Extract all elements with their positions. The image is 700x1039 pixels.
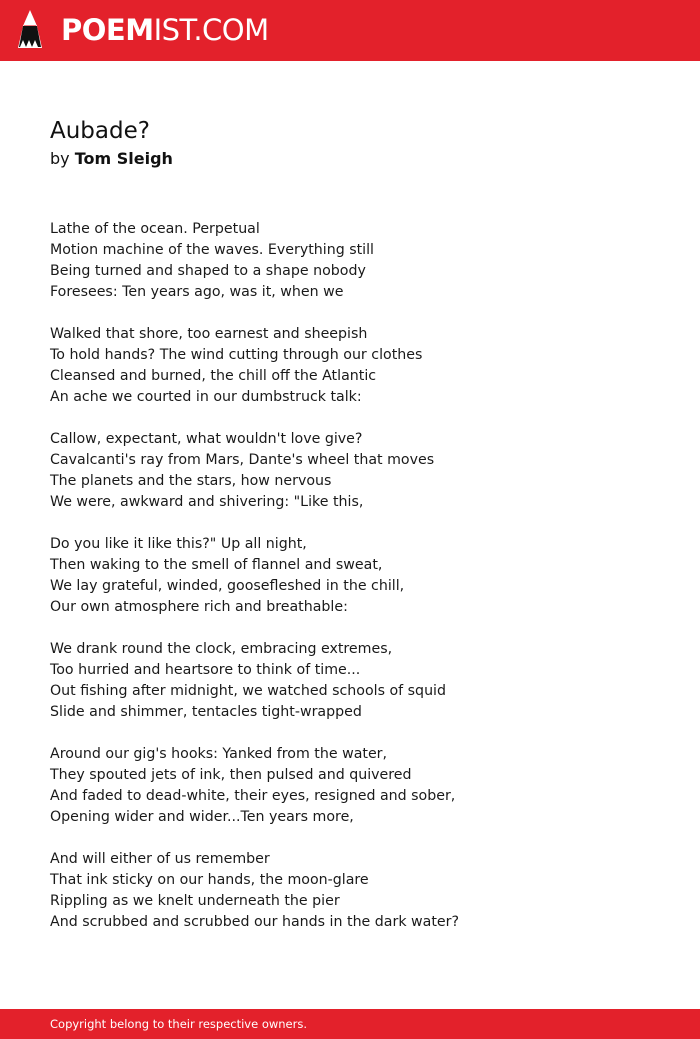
poem-line: Then waking to the smell of flannel and sweat, <box>50 557 383 573</box>
poem-line: Motion machine of the waves. Everything still <box>50 242 374 258</box>
poem-body <box>50 219 670 954</box>
poem-line: And scrubbed and scrubbed our hands in the dark water? <box>50 914 460 930</box>
poem-line: Being turned and shaped to a shape nobody <box>50 263 366 279</box>
site-logo-text[interactable] <box>61 12 269 48</box>
poem-line: Too hurried and heartsore to think of time... <box>50 662 361 678</box>
poem-author[interactable]: Tom Sleigh <box>74 149 173 168</box>
poem-line: Cleansed and burned, the chill off the Atlantic <box>50 368 377 384</box>
poem-stanza <box>50 429 670 513</box>
poem-line: Around our gig's hooks: Yanked from the water, <box>50 746 388 762</box>
poem-byline <box>50 148 173 170</box>
poem-line: They spouted jets of ink, then pulsed and quivered <box>50 767 412 783</box>
poem-line: Opening wider and wider...Ten years more, <box>50 809 354 825</box>
poem-line: Rippling as we knelt underneath the pier <box>50 893 340 909</box>
poem-line: Callow, expectant, what wouldn't love give? <box>50 431 363 447</box>
poem-line: An ache we courted in our dumbstruck talk: <box>50 389 362 405</box>
poem-line: Our own atmosphere rich and breathable: <box>50 599 348 615</box>
poem-line: Slide and shimmer, tentacles tight-wrapped <box>50 704 362 720</box>
pen-nib-icon[interactable] <box>18 10 42 51</box>
poem-title: Aubade? <box>50 118 150 144</box>
poem-stanza <box>50 534 670 618</box>
copyright-notice: Copyright belong to their respective owners. <box>50 1017 308 1031</box>
poem-line: And faded to dead-white, their eyes, resigned and sober, <box>50 788 456 804</box>
poem-line: And will either of us remember <box>50 851 270 867</box>
poem-stanza <box>50 639 670 723</box>
brand-bold: POEM <box>61 13 154 47</box>
poem-stanza <box>50 744 670 828</box>
poem-line: Cavalcanti's ray from Mars, Dante's wheel that moves <box>50 452 435 468</box>
poem-line: Foresees: Ten years ago, was it, when we <box>50 284 344 300</box>
poem-line: Lathe of the ocean. Perpetual <box>50 221 260 237</box>
poem-stanza <box>50 219 670 303</box>
byline-prefix: by <box>50 149 70 168</box>
poem-line: The planets and the stars, how nervous <box>50 473 332 489</box>
site-footer <box>0 1009 700 1039</box>
poem-stanza <box>50 324 670 408</box>
poem-line: We were, awkward and shivering: "Like this, <box>50 494 364 510</box>
poem-line: Do you like it like this?" Up all night, <box>50 536 307 552</box>
poem-stanza <box>50 849 670 933</box>
poem-line: That ink sticky on our hands, the moon-glare <box>50 872 369 888</box>
poem-line: We lay grateful, winded, goosefleshed in the chill, <box>50 578 405 594</box>
site-header <box>0 0 700 61</box>
poem-line: We drank round the clock, embracing extremes, <box>50 641 393 657</box>
brand-light: IST.COM <box>153 13 269 47</box>
poem-line: Walked that shore, too earnest and sheepish <box>50 326 368 342</box>
poem-line: Out fishing after midnight, we watched schools of squid <box>50 683 447 699</box>
poem-line: To hold hands? The wind cutting through our clothes <box>50 347 423 363</box>
